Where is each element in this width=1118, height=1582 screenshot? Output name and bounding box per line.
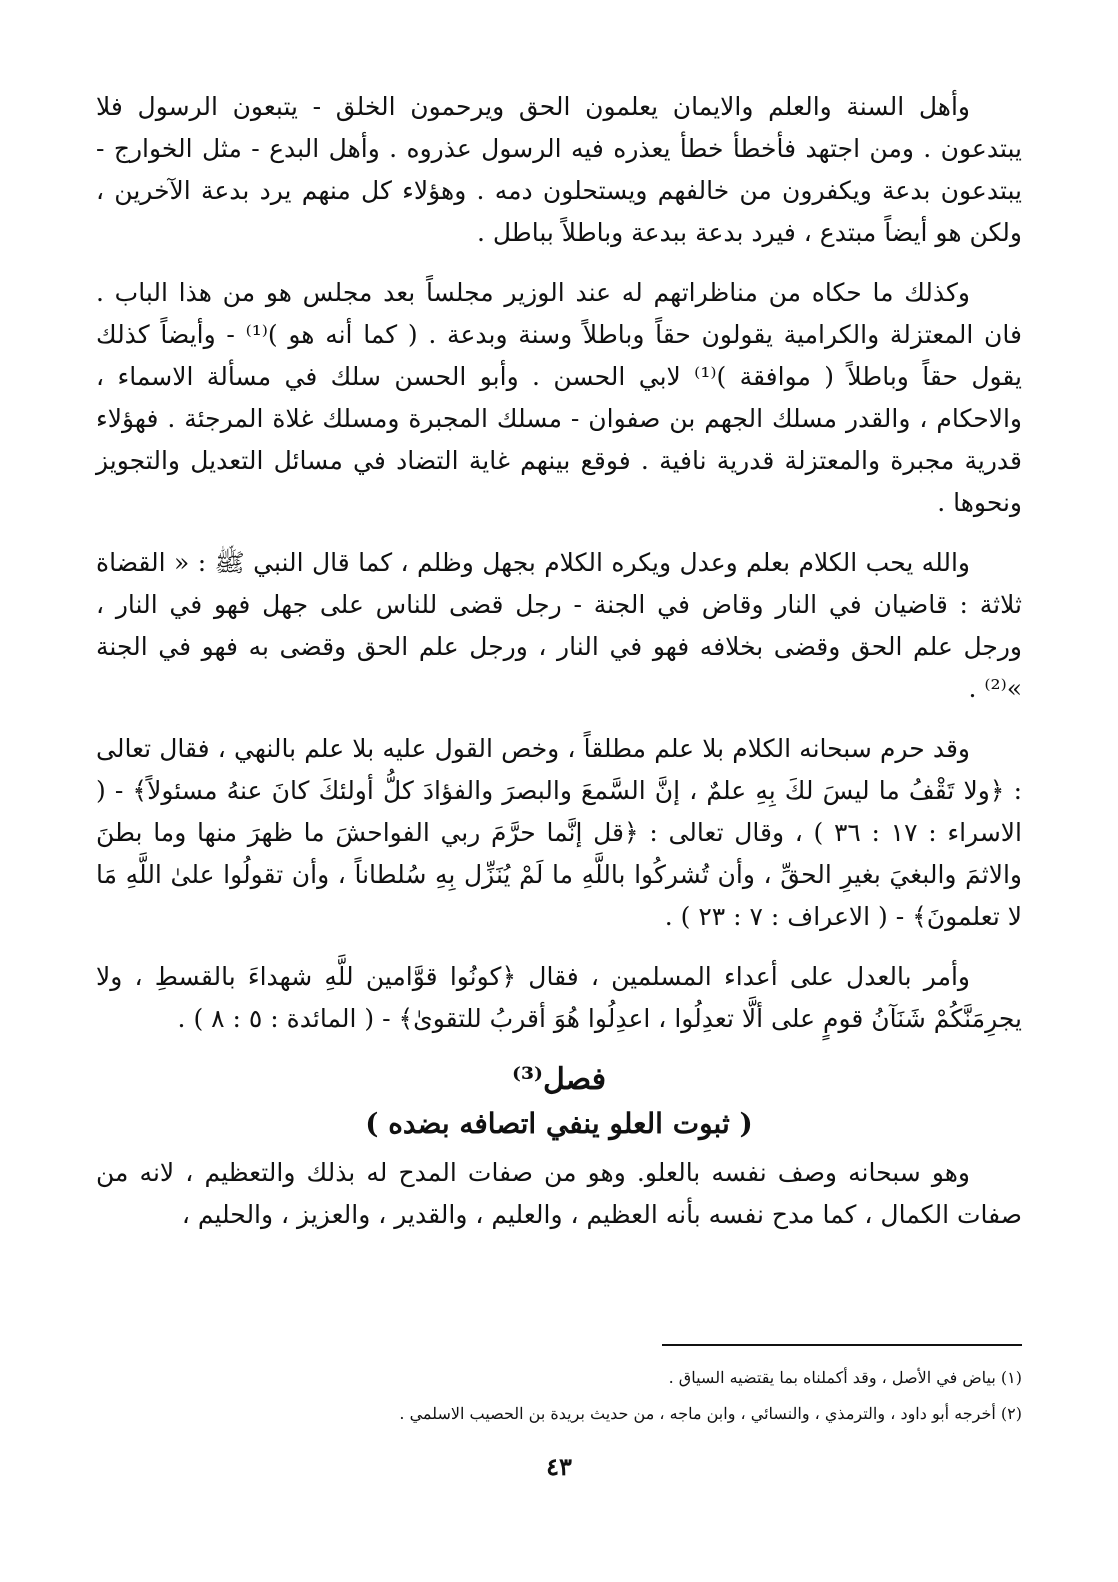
paragraph-4: وقد حرم سبحانه الكلام بلا علم مطلقاً ، وخص القول عليه بلا علم بالنهي ، فقال تعالى : ﴿ولا تَقْفُ ما ليسَ لكَ بِهِ علمٌ ، إنَّ السَّمعَ والبصرَ والفؤادَ كلُّ أولئكَ كانَ عنهُ مسئولاً﴾ - ( الاسراء : ١٧ : ٣٦ ) ، وقال تعالى : ﴿قل إنَّما حرَّمَ ربي الفواحشَ ما ظهرَ منها وما بطنَ والاثمَ والبغيَ بغيرِ الحقِّ ، وأن تُشركُوا باللَّهِ ما لَمْ يُنَزِّل بِهِ سُلطاناً ، وأن تقولُوا علىٰ اللَّهِ مَا لا تعلمونَ﴾ - ( الاعراف : ٧ : ٢٣ ) . [96, 734, 1022, 931]
paragraph-3: والله يحب الكلام بعلم وعدل ويكره الكلام بجهل وظلم ، كما قال النبي ﷺ : « القضاة ثلاثة : قاضيان في النار وقاض في الجنة - رجل قضى للناس على جهل فهو في النار ، ورجل علم الحق وقضى بخلافه فهو في النار ، ورجل علم الحق وقضى به فهو في الجنة »⁽²⁾ . [96, 548, 1022, 703]
footnote-1: (١) بياض في الأصل ، وقد أكملناه بما يقتضيه السياق . [668, 1368, 1022, 1387]
paragraph-1: وأهل السنة والعلم والايمان يعلمون الحق ويرحمون الخلق - يتبعون الرسول فلا يبتدعون . ومن اجتهد فأخطأ خطأ يعذره فيه الرسول عذروه . وأهل البدع - مثل الخوارج - يبتدعون بدعة ويكفرون من خالفهم ويستحلون دمه . وهؤلاء كل منهم يرد بدعة الآخرين ، ولكن هو أيضاً مبتدع ، فيرد بدعة ببدعة وباطلاً بباطل . [96, 92, 1022, 247]
footnotes [96, 1360, 1022, 1432]
section-title: فصل⁽³⁾ [511, 1062, 607, 1097]
page-number: ٤٣ [546, 1452, 572, 1481]
main-text [96, 86, 1022, 1254]
footnote-2: (٢) أخرجه أبو داود ، والترمذي ، والنسائي ، وابن ماجه ، من حديث بريدة بن الحصيب الاسلمي . [399, 1404, 1022, 1423]
paragraph-5: وأمر بالعدل على أعداء المسلمين ، فقال ﴿كونُوا قوَّامين للَّهِ شهداءَ بالقسطِ ، ولا يجرِمَنَّكُمْ شَنَآنُ قومٍ على ألَّا تعدِلُوا ، اعدِلُوا هُوَ أقربُ للتقوىٰ﴾ - ( المائدة : ٥ : ٨ ) . [96, 962, 1022, 1033]
paragraph-2: وكذلك ما حكاه من مناظراتهم له عند الوزير مجلساً بعد مجلس هو من هذا الباب . فان المعتزلة والكرامية يقولون حقاً وباطلاً وسنة وبدعة . ( كما أنه هو )⁽¹⁾ - وأيضاً كذلك يقول حقاً وباطلاً ( موافقة )⁽¹⁾ لابي الحسن . وأبو الحسن سلك في مسألة الاسماء ، والاحكام ، والقدر مسلك الجهم بن صفوان - مسلك المجبرة ومسلك غلاة المرجئة . فهؤلاء قدرية مجبرة والمعتزلة قدرية نافية . فوقع بينهم غاية التضاد في مسائل التعديل والتجويز ونحوها . [96, 278, 1023, 517]
section-paragraph: وهو سبحانه وصف نفسه بالعلو. وهو من صفات المدح له بذلك والتعظيم ، لانه من صفات الكمال ، كما مدح نفسه بأنه العظيم ، والعليم ، والقدير ، والعزيز ، والحليم ، [96, 1158, 1022, 1229]
footnote-divider [662, 1344, 1022, 1346]
section-subtitle: ( ثبوت العلو ينفي اتصافه بضده ) [365, 1107, 753, 1140]
